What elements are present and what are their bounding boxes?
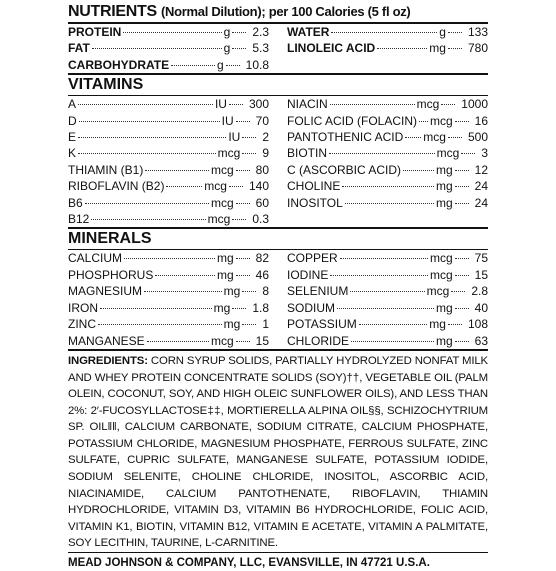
dot-leader bbox=[229, 104, 243, 105]
nutrient-name: LINOLEIC ACID bbox=[287, 41, 376, 56]
nutrient-value: 8 bbox=[262, 284, 269, 299]
nutrient-unit: mcg bbox=[429, 267, 453, 282]
macros-left-column bbox=[68, 24, 269, 73]
dot-leader bbox=[78, 153, 216, 154]
dot-leader bbox=[461, 153, 475, 154]
minerals-table bbox=[68, 250, 488, 348]
dot-leader bbox=[405, 137, 421, 138]
nutrient-unit: mg bbox=[216, 251, 234, 266]
nutrient-unit: mcg bbox=[210, 195, 234, 210]
nutrient-row bbox=[68, 195, 269, 211]
dot-leader bbox=[345, 203, 434, 204]
dot-leader bbox=[331, 32, 437, 33]
nutrient-row bbox=[68, 300, 269, 316]
nutrient-unit: mg bbox=[213, 300, 231, 315]
nutrient-name: WATER bbox=[287, 25, 330, 39]
dot-leader bbox=[455, 341, 469, 342]
nutrient-name: B6 bbox=[68, 195, 83, 210]
nutrition-panel bbox=[68, 0, 488, 571]
nutrient-value: 140 bbox=[248, 179, 269, 194]
nutrient-unit: mg bbox=[435, 333, 453, 348]
nutrient-row bbox=[68, 333, 269, 349]
nutrient-name: NIACIN bbox=[287, 97, 328, 112]
dot-leader bbox=[455, 121, 469, 122]
dot-leader bbox=[236, 258, 250, 259]
nutrient-unit: g bbox=[223, 25, 231, 39]
dot-leader bbox=[242, 291, 256, 292]
nutrient-name: MANGANESE bbox=[68, 333, 145, 348]
ingredients-label: INGREDIENTS: bbox=[68, 354, 148, 367]
nutrient-value: 63 bbox=[474, 333, 488, 348]
nutrient-value: 2.8 bbox=[471, 284, 488, 299]
dot-leader bbox=[337, 308, 434, 309]
nutrient-row bbox=[68, 316, 269, 332]
nutrient-row bbox=[287, 113, 488, 129]
nutrient-value: 12 bbox=[474, 162, 488, 177]
nutrient-unit: mcg bbox=[429, 251, 453, 266]
dot-leader bbox=[91, 219, 205, 220]
dot-leader bbox=[455, 258, 469, 259]
dot-leader bbox=[79, 121, 220, 122]
dot-leader bbox=[155, 275, 215, 276]
panel-header bbox=[68, 0, 488, 22]
nutrient-row bbox=[287, 267, 488, 283]
dot-leader bbox=[100, 308, 212, 309]
nutrient-name: RIBOFLAVIN (B2) bbox=[68, 179, 165, 194]
dot-leader bbox=[455, 186, 469, 187]
nutrient-name: POTASSIUM bbox=[287, 317, 357, 332]
nutrient-name: SODIUM bbox=[287, 300, 335, 315]
nutrient-name: K bbox=[68, 146, 77, 161]
nutrient-name: IRON bbox=[68, 300, 98, 315]
nutrient-row bbox=[68, 178, 269, 194]
nutrient-unit: g bbox=[439, 25, 446, 39]
nutrient-row bbox=[68, 24, 269, 40]
dot-leader bbox=[236, 341, 250, 342]
dot-leader bbox=[403, 170, 434, 171]
nutrient-name: C (ASCORBIC ACID) bbox=[287, 162, 402, 177]
nutrient-name: SELENIUM bbox=[287, 284, 349, 299]
dot-leader bbox=[166, 186, 202, 187]
nutrient-row bbox=[68, 96, 269, 112]
nutrient-unit: mg bbox=[435, 162, 453, 177]
dot-leader bbox=[455, 170, 469, 171]
minerals-right-column bbox=[287, 250, 488, 348]
nutrient-value: 9 bbox=[262, 146, 269, 161]
dot-leader bbox=[236, 203, 250, 204]
nutrient-value: 15 bbox=[255, 333, 269, 348]
nutrient-value: 2 bbox=[262, 130, 269, 145]
nutrient-name: E bbox=[68, 130, 77, 145]
nutrient-name: CHOLINE bbox=[287, 179, 341, 194]
dot-leader bbox=[85, 203, 209, 204]
nutrient-unit: g bbox=[216, 57, 224, 72]
nutrient-unit: IU bbox=[214, 97, 227, 112]
nutrient-unit: mg bbox=[435, 300, 453, 315]
dot-leader bbox=[455, 203, 469, 204]
nutrient-value: 80 bbox=[255, 162, 269, 177]
nutrient-unit: mg bbox=[216, 267, 234, 282]
nutrient-unit: mg bbox=[223, 317, 241, 332]
dot-leader bbox=[236, 121, 250, 122]
nutrient-unit: mcg bbox=[210, 333, 234, 348]
nutrient-name: COPPER bbox=[287, 251, 338, 266]
nutrient-value: 82 bbox=[255, 251, 269, 266]
dot-leader bbox=[350, 291, 424, 292]
dot-leader bbox=[242, 153, 256, 154]
vitamins-title: VITAMINS bbox=[68, 76, 144, 94]
vitamins-left-column bbox=[68, 96, 269, 227]
nutrient-value: 75 bbox=[474, 251, 488, 266]
nutrient-value: 133 bbox=[467, 25, 488, 39]
nutrient-unit: mg bbox=[429, 317, 446, 332]
nutrient-value: 16 bbox=[474, 113, 488, 128]
nutrient-value: 24 bbox=[474, 195, 488, 210]
nutrient-name: BIOTIN bbox=[287, 146, 328, 161]
vitamins-table bbox=[68, 96, 488, 227]
nutrient-value: 24 bbox=[474, 179, 488, 194]
nutrient-name: D bbox=[68, 113, 77, 128]
nutrient-name: IODINE bbox=[287, 267, 329, 282]
dot-leader bbox=[351, 341, 434, 342]
dot-leader bbox=[124, 258, 215, 259]
nutrient-value: 1000 bbox=[461, 97, 488, 112]
dot-leader bbox=[92, 48, 222, 49]
nutrient-name: ZINC bbox=[68, 317, 96, 332]
dot-leader bbox=[232, 48, 246, 49]
nutrient-value: 46 bbox=[255, 267, 269, 282]
dot-leader bbox=[232, 308, 246, 309]
nutrient-row bbox=[287, 162, 488, 178]
nutrient-row bbox=[287, 40, 488, 56]
nutrient-row bbox=[68, 57, 269, 73]
dot-leader bbox=[145, 170, 209, 171]
nutrient-unit: IU bbox=[228, 130, 241, 145]
dot-leader bbox=[147, 341, 209, 342]
nutrient-name: FAT bbox=[68, 41, 90, 56]
dot-leader bbox=[229, 186, 243, 187]
nutrient-unit: mcg bbox=[423, 130, 446, 145]
dot-leader bbox=[329, 153, 435, 154]
nutrient-name: THIAMIN (B1) bbox=[68, 162, 144, 177]
nutrient-value: 60 bbox=[255, 195, 269, 210]
nutrient-name: PANTOTHENIC ACID bbox=[287, 130, 404, 145]
nutrient-row bbox=[68, 145, 269, 161]
dot-leader bbox=[123, 32, 221, 33]
vitamins-right-column bbox=[287, 96, 488, 227]
dot-leader bbox=[340, 258, 428, 259]
dot-leader bbox=[448, 32, 462, 33]
nutrient-row bbox=[287, 300, 488, 316]
nutrient-row bbox=[287, 24, 488, 40]
nutrient-row bbox=[68, 211, 269, 227]
nutrient-unit: IU bbox=[221, 113, 234, 128]
ingredients-paragraph bbox=[68, 351, 488, 552]
dot-leader bbox=[455, 275, 469, 276]
dot-leader bbox=[171, 65, 215, 66]
nutrient-unit: mcg bbox=[207, 212, 231, 227]
nutrient-unit: mg bbox=[435, 195, 453, 210]
nutrient-value: 3 bbox=[481, 146, 488, 161]
nutrient-unit: mcg bbox=[436, 146, 460, 161]
dot-leader bbox=[78, 104, 213, 105]
nutrient-row bbox=[68, 129, 269, 145]
dot-leader bbox=[448, 48, 462, 49]
nutrient-value: 1.8 bbox=[252, 300, 269, 315]
nutrient-unit: mcg bbox=[426, 284, 450, 299]
nutrient-row bbox=[287, 145, 488, 161]
nutrient-row bbox=[68, 267, 269, 283]
macros-right-column bbox=[287, 24, 488, 73]
nutrient-name: A bbox=[68, 97, 77, 112]
nutrient-row bbox=[68, 250, 269, 266]
nutrient-value: 300 bbox=[248, 97, 269, 112]
nutrient-unit: mcg bbox=[217, 146, 241, 161]
dot-leader bbox=[451, 291, 465, 292]
dot-leader bbox=[236, 275, 250, 276]
dot-leader bbox=[342, 186, 434, 187]
nutrient-row bbox=[68, 162, 269, 178]
panel-subtitle: (Normal Dilution); per 100 Calories (5 fl oz) bbox=[161, 4, 411, 19]
nutrient-row bbox=[68, 113, 269, 129]
ingredients-text: CORN SYRUP SOLIDS, PARTIALLY HYDROLYZED NONFAT MILK AND WHEY PROTEIN CONCENTRATE SOLIDS (SOY)††, VEGETABLE OIL (PALM OLEIN, COCONUT, SOY, AND HIGH OLEIC SUNFLOWER OILS), AND LESS THAN 2%: 2′-FUCOSYLLACTOSE‡‡, MORTIERELLA ALPINA OIL§§, SCHIZOCHYTRIUM SP. OIL‖‖, CALCIUM CARBONATE, SODIUM CITRATE, CALCIUM PHOSPHATE, POTASSIUM CHLORIDE, MAGNESIUM PHOSPHATE, FERROUS SULFATE, ZINC SULFATE, CUPRIC SULFATE, MANGANESE SULFATE, POTASSIUM IODIDE, SODIUM SELENITE, CHOLINE CHLORIDE, INOSITOL, ASCORBIC ACID, NIACINAMIDE, CALCIUM PANTOTHENATE, RIBOFLAVIN, THIAMIN HYDROCHLORIDE, VITAMIN D3, VITAMIN B6 HYDROCHLORIDE, FOLIC ACID, VITAMIN K1, BIOTIN, VITAMIN B12, VITAMIN E ACETATE, VITAMIN A PALMITATE, SOY LECITHIN, TAURINE, L-CARNITINE. bbox=[68, 354, 489, 550]
dot-leader bbox=[144, 291, 222, 292]
dot-leader bbox=[330, 104, 415, 105]
nutrient-row bbox=[287, 316, 488, 332]
nutrient-unit: mg bbox=[223, 284, 241, 299]
nutrient-value: 40 bbox=[474, 300, 488, 315]
nutrient-row bbox=[68, 40, 269, 56]
nutrient-value: 15 bbox=[474, 267, 488, 282]
nutrient-name: CHLORIDE bbox=[287, 333, 350, 348]
nutrient-name: CARBOHYDRATE bbox=[68, 57, 170, 72]
dot-leader bbox=[419, 121, 428, 122]
nutrient-value: 2.3 bbox=[252, 25, 269, 39]
nutrient-value: 500 bbox=[467, 130, 488, 145]
ingredients-rule bbox=[68, 552, 488, 553]
dot-leader bbox=[242, 324, 256, 325]
nutrient-unit: mcg bbox=[210, 162, 234, 177]
nutrient-unit: mcg bbox=[204, 179, 227, 194]
nutrient-row bbox=[287, 96, 488, 112]
nutrient-value: 70 bbox=[255, 113, 269, 128]
macros-table bbox=[68, 24, 488, 73]
nutrient-unit: mg bbox=[429, 41, 446, 56]
nutrient-value: 0.3 bbox=[252, 212, 269, 227]
dot-leader bbox=[448, 137, 462, 138]
nutrient-unit: mcg bbox=[416, 97, 440, 112]
nutrient-unit: g bbox=[223, 41, 231, 56]
nutrient-row bbox=[287, 250, 488, 266]
minerals-title: MINERALS bbox=[68, 230, 152, 248]
nutrient-row bbox=[287, 178, 488, 194]
nutrient-name: MAGNESIUM bbox=[68, 284, 143, 299]
dot-leader bbox=[232, 32, 246, 33]
dot-leader bbox=[455, 308, 469, 309]
dot-leader bbox=[236, 170, 250, 171]
manufacturer-footer: MEAD JOHNSON & COMPANY, LLC, EVANSVILLE, IN 47721 U.S.A. bbox=[68, 557, 430, 570]
dot-leader bbox=[448, 324, 462, 325]
dot-leader bbox=[359, 324, 428, 325]
nutrient-unit: mcg bbox=[429, 113, 453, 128]
dot-leader bbox=[78, 137, 226, 138]
nutrient-name: PHOSPHORUS bbox=[68, 267, 154, 282]
dot-leader bbox=[441, 104, 455, 105]
nutrient-row bbox=[287, 129, 488, 145]
dot-leader bbox=[98, 324, 222, 325]
nutrient-unit: mg bbox=[435, 179, 453, 194]
dot-leader bbox=[226, 65, 240, 66]
nutrient-name: FOLIC ACID (FOLACIN) bbox=[287, 113, 418, 128]
dot-leader bbox=[232, 219, 246, 220]
panel-title: NUTRIENTS bbox=[68, 3, 157, 20]
nutrient-name: CALCIUM bbox=[68, 251, 123, 266]
nutrient-name: PROTEIN bbox=[68, 25, 122, 39]
nutrient-value: 10.8 bbox=[245, 57, 269, 72]
dot-leader bbox=[377, 48, 427, 49]
nutrient-row bbox=[287, 283, 488, 299]
nutrient-row bbox=[68, 283, 269, 299]
nutrient-row bbox=[287, 333, 488, 349]
nutrient-name: INOSITOL bbox=[287, 195, 343, 210]
dot-leader bbox=[330, 275, 428, 276]
nutrient-value: 780 bbox=[467, 41, 488, 56]
nutrient-value: 5.3 bbox=[252, 41, 269, 56]
nutrient-value: 108 bbox=[467, 317, 488, 332]
nutrient-row bbox=[287, 195, 488, 211]
nutrient-value: 1 bbox=[262, 317, 269, 332]
dot-leader bbox=[242, 137, 256, 138]
nutrient-name: B12 bbox=[68, 212, 90, 227]
minerals-left-column bbox=[68, 250, 269, 348]
